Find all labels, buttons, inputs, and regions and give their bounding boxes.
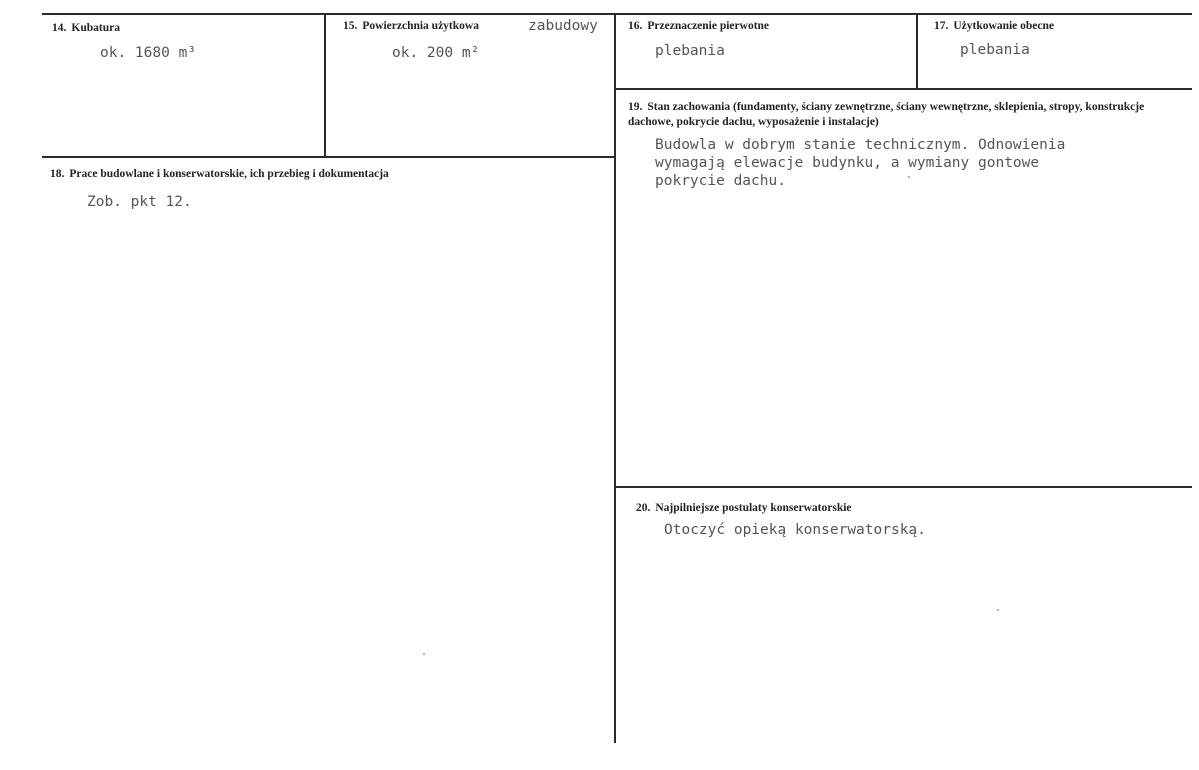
field-14-value: ok. 1680 m³	[100, 45, 197, 61]
field-16-title: Przeznaczenie pierwotne	[647, 20, 770, 32]
line-under-19	[614, 486, 1192, 488]
field-17-value: plebania	[960, 42, 1030, 58]
field-14-title: Kubatura	[71, 22, 120, 34]
field-20-label	[636, 502, 852, 514]
divider-16-17	[916, 13, 918, 89]
field-19-number: 19.	[628, 101, 643, 113]
top-border-line	[42, 13, 1192, 15]
field-20-value: Otoczyć opieką konserwatorską.	[664, 522, 926, 538]
field-14-label	[52, 22, 120, 34]
field-17-label	[934, 20, 1054, 32]
field-16-number: 16.	[628, 20, 643, 32]
scan-speck	[423, 653, 425, 655]
line-under-14-15	[42, 156, 614, 158]
field-16-value: plebania	[655, 43, 725, 59]
field-18-title: Prace budowlane i konserwatorskie, ich przebieg i dokumentacja	[69, 168, 389, 180]
field-19-label	[628, 100, 1173, 130]
divider-14-15	[324, 13, 326, 157]
scan-speck	[997, 609, 999, 611]
field-19-value: Budowla w dobrym stanie technicznym. Odnowienia wymagają elewacje budynku, a wymiany gontowe pokrycie dachu.	[655, 137, 1066, 189]
field-15-label	[343, 20, 479, 32]
center-divider	[614, 13, 616, 743]
line-under-16-17	[614, 88, 1192, 90]
field-19-title: Stan zachowania (fundamenty, ściany zewnętrzne, ściany wewnętrzne, sklepienia, stropy, konstrukcje dachowe, pokrycie dachu, wyposażenie i instalacje)	[628, 101, 1145, 128]
field-14-number: 14.	[52, 22, 67, 34]
field-18-label	[50, 168, 389, 180]
field-15-value: ok. 200 m²	[392, 45, 480, 61]
scan-speck	[908, 176, 910, 178]
field-18-number: 18.	[50, 168, 65, 180]
field-15-extra: zabudowy	[528, 18, 598, 34]
field-15-number: 15.	[343, 20, 358, 32]
field-17-title: Użytkowanie obecne	[953, 20, 1054, 32]
field-20-title: Najpilniejsze postulaty konserwatorskie	[655, 502, 852, 514]
field-18-value: Zob. pkt 12.	[87, 194, 192, 210]
field-17-number: 17.	[934, 20, 949, 32]
field-16-label	[628, 20, 769, 32]
field-20-number: 20.	[636, 502, 651, 514]
field-15-title: Powierzchnia użytkowa	[362, 20, 479, 32]
